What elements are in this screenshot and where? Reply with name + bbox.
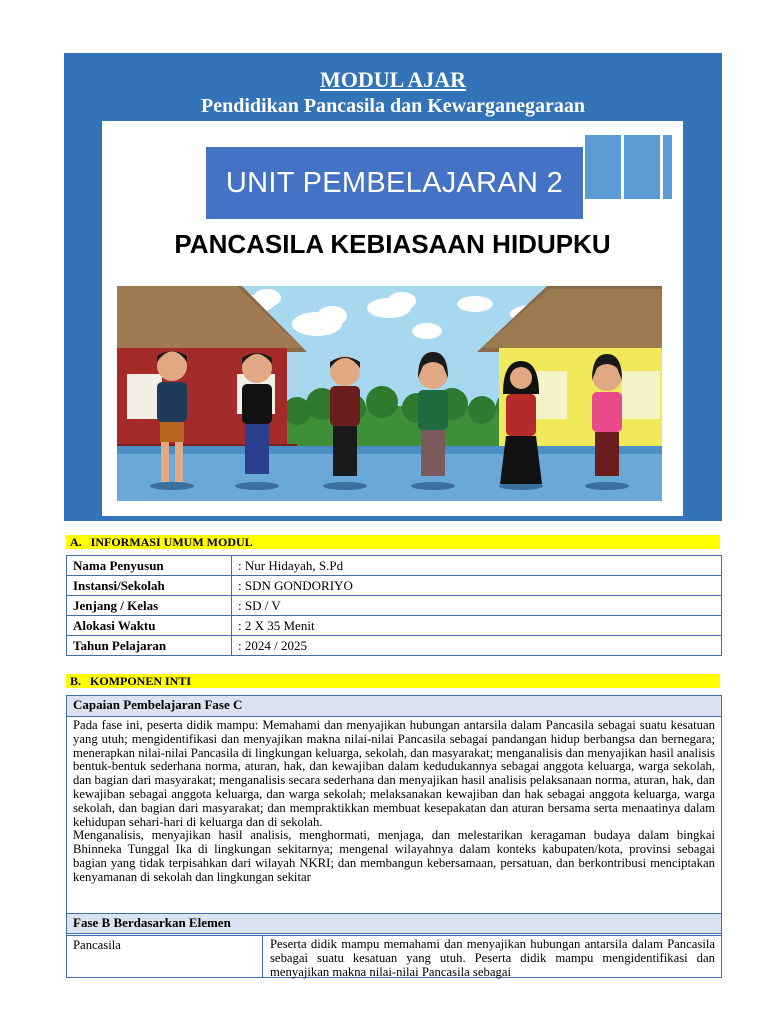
module-info-table bbox=[66, 555, 722, 656]
info-label: Instansi/Sekolah bbox=[67, 576, 232, 596]
table-row bbox=[67, 556, 722, 576]
section-a-heading bbox=[66, 535, 720, 549]
element-row bbox=[67, 935, 721, 978]
banner-stripe bbox=[663, 135, 672, 199]
table-row bbox=[67, 636, 722, 656]
cp-body bbox=[73, 719, 715, 885]
core-component-box bbox=[66, 695, 722, 978]
unit-banner bbox=[206, 147, 583, 219]
unit-theme: PANCASILA KEBIASAAN HIDUPKU bbox=[174, 229, 611, 259]
info-value: : SD / V bbox=[232, 596, 722, 616]
cp-paragraph: Menganalisis, menyajikan hasil analisis, menghormati, menjaga, dan melestarikan keragaman budaya dalam bingkai Bhinneka Tunggal Ika di lingkungan sekitarnya; mengenal wilayahnya dalam konteks kabupaten/kota, provinsi sebagai bagian yang tidak terpisahkan dari wilayah NKRI; dan membangun kebersamaan, persatuan, dan berkontribusi menciptakan kenyamanan di sekolah dan lingkungan sekitar bbox=[73, 828, 715, 884]
element-description: Peserta didik mampu memahami dan menyajikan hubungan antarsila dalam Pancasila sebagai suatu kesatuan yang utuh. Peserta didik mampu mengidentifikasi dan menyajikan makna nilai-nilai Pancasila sebagai bbox=[270, 937, 715, 979]
info-value: : SDN GONDORIYO bbox=[232, 576, 722, 596]
info-label: Nama Penyusun bbox=[67, 556, 232, 576]
info-label: Tahun Pelajaran bbox=[67, 636, 232, 656]
cover-frame bbox=[64, 53, 722, 521]
section-b-title: KOMPONEN INTI bbox=[90, 674, 192, 688]
section-b-letter: B. bbox=[70, 674, 82, 688]
cp-paragraph: Pada fase ini, peserta didik mampu: Memahami dan menyajikan hubungan antarsila dalam Pancasila sebagai suatu kesatuan yang utuh; mengidentifikasi dan menyajikan makna nilai-nilai Pancasila sebagai pandangan hidup berbangsa dan bernegara; menerapkan nilai-nilai Pancasila di lingkungan keluarga, sekolah, dan masyarakat; menganalisis dan menyajikan hasil analisis bentuk-bentuk sederhana norma, aturan, hak, dan kewajiban dalam kedudukannya sebagai anggota keluarga, warga sekolah, dan bagian dari masyarakat; menganalisis secara sederhana dan menyajikan hasil analisis pelaksanaan norma, aturan, hak, dan kewajiban sebagai anggota keluarga, dan warga sekolah; melaksanakan kewajiban dan hak sebagai anggota keluarga, warga sekolah, dan bagian dari masyarakat; dan mempraktikkan membuat kesepakatan dan aturan bersama serta menaatinya dalam kehidupan sehari-hari di keluarga dan di sekolah. bbox=[73, 718, 715, 829]
table-row bbox=[67, 596, 722, 616]
section-b-heading bbox=[66, 674, 720, 688]
info-value: : 2024 / 2025 bbox=[232, 636, 722, 656]
section-a-title: INFORMASI UMUM MODUL bbox=[90, 535, 253, 549]
banner-stripe bbox=[585, 135, 621, 199]
info-value: : Nur Hidayah, S.Pd bbox=[232, 556, 722, 576]
cover-card bbox=[102, 121, 683, 516]
table-row bbox=[67, 576, 722, 596]
cp-title: Capaian Pembelajaran Fase C bbox=[67, 696, 721, 717]
info-value: : 2 X 35 Menit bbox=[232, 616, 722, 636]
children-illustration bbox=[117, 286, 662, 501]
cover-subtitle: Pendidikan Pancasila dan Kewarganegaraan bbox=[201, 95, 585, 117]
banner-stripe bbox=[624, 135, 660, 199]
unit-label: UNIT PEMBELAJARAN 2 bbox=[225, 167, 564, 199]
section-a-letter: A. bbox=[70, 535, 82, 549]
cover-title: MODUL AJAR bbox=[319, 67, 467, 92]
table-row bbox=[67, 616, 722, 636]
column-divider bbox=[262, 936, 263, 978]
info-label: Alokasi Waktu bbox=[67, 616, 232, 636]
element-name: Pancasila bbox=[73, 938, 121, 952]
fase-title: Fase B Berdasarkan Elemen bbox=[67, 913, 721, 934]
info-label: Jenjang / Kelas bbox=[67, 596, 232, 616]
